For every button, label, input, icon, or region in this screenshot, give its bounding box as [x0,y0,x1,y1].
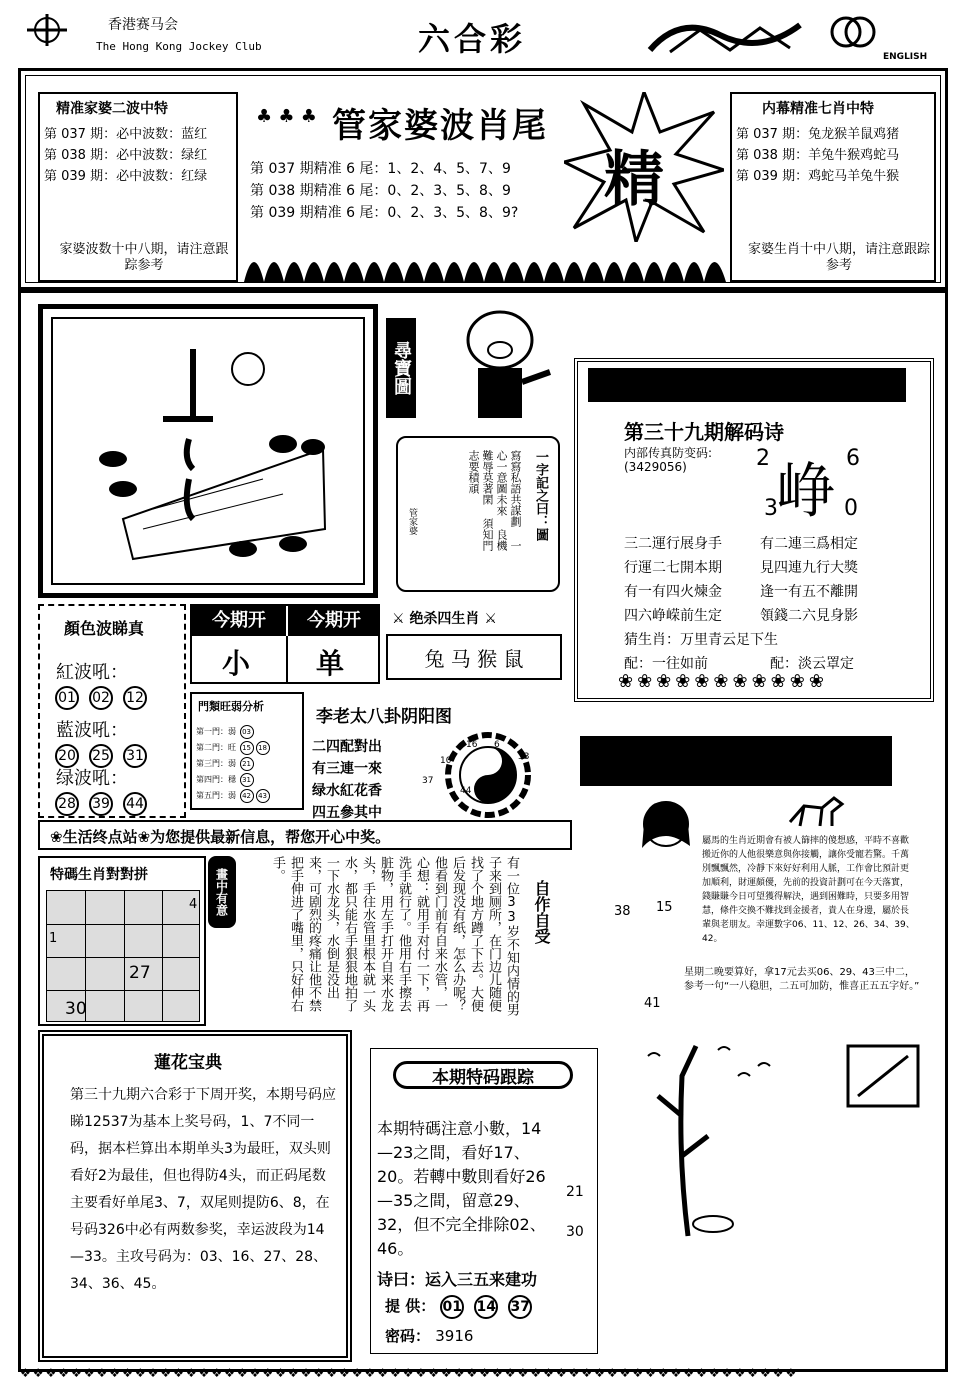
decode-num-tr: 6 [846,446,860,471]
track-provide: 提 供： 01 14 37 [385,1295,537,1319]
flame-border-icon [244,242,726,282]
number-ball: 12 [123,686,147,710]
door-rows [196,724,271,804]
portrait-icon [626,796,696,876]
inside-label: 内部传真防变码: [624,446,713,460]
track-poem: 诗曰：运入三五来建功 [377,1270,538,1289]
bagua-title: 李老太八卦阴阳图 [316,707,452,727]
stars-decoration: ♣ ♣ ♣ [256,106,317,127]
bagua-num: 33 [518,752,530,762]
humor-side: 自作自受 [532,880,551,944]
track-box [370,1048,598,1354]
tail-center [244,92,726,282]
door-analysis-title: 門類旺弱分析 [198,700,264,713]
decode-big-char: 峥 [776,457,836,527]
pairs-title: 特碼生肖對對拼 [50,867,148,883]
poem-line [624,556,858,580]
pairs-num: 30 [65,999,87,1019]
pig-mascot-icon [440,302,560,432]
number-ball: 31 [123,744,147,768]
red-wave-label: 紅波吼： [56,662,128,683]
scroll-title: 一字記之曰：圖 [533,450,548,541]
decode-num-tl: 2 [756,446,770,471]
poem-left: 三二運行展身手 [624,536,722,552]
poem-right: 領錢二六見身影 [760,608,858,624]
tm-text: 屬馬的生肖近期會有被人篩摔的傻想感，平時不喜歡搬近你的人他很樂意與你接觸，讓你受寵若驚。千萬別飄飄然，冷靜下來好好利用人脈，工作會比預計更加順利，財運頗優，先前的投資計劃可在今天落實，錢賺賺今日可望獲得解決，遇到困難時，只要多用智慧，條件交換不難找到金援者，貴人在身邊，屬於長輩與老朋友。幸運數字06、11、12、26、34、39、42。 [702,836,915,944]
decode-box [574,358,934,702]
inside-code: (3429056) [624,460,687,474]
wave-special-footer: 家婆波数十中八期，请注意跟踪参考 [59,242,229,273]
number-ball: 28 [55,792,79,816]
number-ball: 37 [508,1295,532,1319]
scroll-text: 寫寫私語共謀劃 一心一意圖未來 良機難辱莫著閑 須知門志要積頑 [467,450,522,551]
wave-special-rows [44,124,207,187]
tm-banner-text [600,744,880,778]
track-title: 本期特码跟踪 [393,1061,573,1089]
open-box [190,604,380,684]
scroll-frame [396,436,560,592]
scroll-signature: 管家婆 [407,508,417,535]
org-name-en: The Hong Kong Jockey Club [96,40,262,53]
humor-story: 有一位33岁不知内情的男子来到厕所，在门边儿随便找了个地方蹲了下去。大便后发现没有纸，怎么办呢？他看到门前有自来水管，一心想：就用手对付一下，再洗手就行了。他用右手擦去脏物，用左手打开自来水龙头，手往水管里根本就一头水，都只能右手狠狠地拍了一下水龙头，水倒是没出来，可剧烈的疼痛让他不禁把手伸进了嘴里，只好伸右手。 [270,856,519,1016]
life-station-text: ❀生活终点站❀为您提供最新信息，帮您开心中奖。 [50,828,391,846]
tm-side-num-1: 38 [614,904,631,919]
burst-char: 精 [604,145,664,215]
zodiac-special-rows [736,124,899,187]
wave-special-title: 精准家婆二波中特 [56,101,168,117]
number-ball: 14 [474,1295,498,1319]
zodiac-special-title: 内幕精准七肖中特 [762,101,874,117]
treasure-map-frame [38,304,378,598]
treasure-label: 尋寶圖 [386,318,416,418]
pairs-grid [46,890,200,1022]
decode-banner [588,368,906,402]
wave-color-title: 顏色波睇真 [64,619,145,638]
flower-icon: ❀ [137,828,151,846]
wave-row: 第 039 期：必中波数：红绿 [44,169,208,184]
sword-icon: ⚔ [484,611,497,627]
open-label-2: 今期开 [288,606,380,636]
track-side-num-2: 30 [566,1224,584,1240]
door-row: 第三門：弱 21 [196,756,271,772]
yin-yang-diagram [414,730,562,820]
poem-left: 有一有四火煉金 [624,584,722,600]
zodiac-row: 第 037 期：兔龙猴羊鼠鸡猪 [736,127,900,142]
horse-icon [786,792,846,832]
bagua-line: 四五參其中 [312,805,382,821]
wave-special-box [38,92,238,282]
poem-left: 行運二七開本期 [624,560,722,576]
pairs-num: 1 [49,931,58,946]
pair-label: 配： [624,656,652,672]
logo-icon [22,10,72,50]
jockey-club-logo [22,10,72,50]
tm-note: 星期二晚要算好，拿17元去买06、29、43三中二，参考一句“一八稳胆，二五可加防，惟喜正五五字好。” [684,967,920,992]
lottery-logo-icon [828,12,878,52]
poem-right: 見四連九行大獎 [760,560,858,576]
door-row: 第二門：旺 15 18 [196,740,271,756]
lotus-text: 第三十九期六合彩于下周开奖，本期号码应睇12537为基本上奖号码，1、7不同一码，据本栏算出本期单头3为最旺，双头则看好2为最佳，但也得防4头，而正码尾数主要看好单尾3、7，双尾则提防6、8，在号码326中必有两数参奖，幸运波段为14—33。主攻号码为：03、16、27、28、34、36、45。 [70,1087,336,1292]
open-value-1: 小 [222,647,251,680]
number-ball: 01 [55,686,79,710]
zodiac-special-box [730,92,936,282]
bagua-num: 6 [494,740,500,750]
page-title: 六合彩 [418,20,527,58]
pairs-box [38,856,206,1026]
pair-label: 配： [770,656,798,672]
open-value-2: 单 [316,647,345,680]
pair-value: 淡云罩定 [798,656,854,672]
lotus-box [38,1030,352,1362]
number-ball: 25 [89,744,113,768]
treasure-drawing [63,329,353,579]
wave-color-box [38,604,186,818]
poem-right: 逢一有五不離開 [760,584,858,600]
green-wave-label: 绿波吼： [56,768,128,789]
wave-row: 第 037 期：必中波数：蓝红 [44,127,208,142]
guess-line [624,628,858,652]
guess-label: 猜生肖： [624,632,680,648]
landscape-sketch [618,1036,928,1256]
horse-banner-icon [640,10,820,60]
track-text: 本期特碼注意小數，14—23之間，看好17、20。若轉中數則看好26—35之間，留意29、32，但不完全排除02、46。 [377,1119,546,1258]
bagua-line: 二四配對出 [312,739,382,755]
tail-headline: 管家婆波肖尾 [332,106,548,146]
bagua-num: 37 [422,776,434,786]
open-label-1: 今期开 [192,606,286,636]
bottom-border-decoration: ❖❖❖❖❖❖❖❖❖❖❖❖❖❖❖❖❖❖❖❖❖❖❖❖❖❖❖❖❖❖❖❖❖❖❖❖❖❖❖❖❖❖❖❖❖❖❖❖❖❖❖❖❖❖❖❖❖❖❖❖❖ [20,1366,799,1380]
bagua-num: 44 [460,786,472,796]
decode-title: 第三十九期解码诗 [624,420,784,444]
flower-icon: ❀ [50,828,63,846]
english-label[interactable]: ENGLISH [883,52,928,62]
number-ball: 01 [440,1295,464,1319]
track-side-num-1: 21 [566,1184,584,1200]
track-code: 密码： 3916 [385,1327,474,1345]
decode-num-bl: 3 [764,496,778,521]
yin-yang-icon [414,730,562,820]
zodiac-special-footer: 家婆生肖十中八期，请注意跟踪参考 [747,242,930,273]
tm-side-num-2: 15 [656,900,673,915]
pair-value: 一往如前 [652,656,708,672]
pairs-num: 4 [189,897,198,912]
number-ball: 44 [123,792,147,816]
poem-right: 有二連三爲相定 [760,536,858,552]
blue-wave-label: 藍波吼： [56,720,128,741]
lotus-title: 蓮花宝典 [154,1053,222,1073]
number-ball: 02 [89,686,113,710]
red-wave-nums [50,686,152,710]
zodiac-row: 第 039 期：鸡蛇马羊兔牛猴 [736,169,900,184]
guess-value: 万里青云足下生 [680,632,778,648]
poem-line [624,532,858,556]
tail-row: 第 039 期精准 6 尾：0、2、3、5、8、9? [250,205,519,221]
pairs-num: 27 [129,963,151,983]
sword-icon: ⚔ [392,611,405,627]
zodiac-row: 第 038 期：羊兔牛猴鸡蛇马 [736,148,900,163]
door-row: 第四門：穩 31 [196,772,271,788]
life-station-bar [38,820,572,850]
number-ball: 20 [55,744,79,768]
bagua-line: 绿水紅花香 [312,783,382,799]
bagua-line: 有三連一來 [312,761,382,777]
tail-rows [250,158,518,224]
flower-border-bottom: ❀❀❀❀❀❀❀❀❀❀❀ [618,671,828,692]
decode-num-br: 0 [844,496,858,521]
humor-label: 畫中有意 [208,856,236,928]
decode-poem [624,532,858,676]
tail-row: 第 038 期精准 6 尾：0、2、3、5、8、9 [250,183,511,199]
poem-line [624,604,858,628]
door-row: 第一門：弱 03 [196,724,271,740]
kill-zodiac-title: ⚔ 绝杀四生肖 ⚔ [392,611,497,627]
bagua-num: 16 [466,740,478,750]
door-row: 第五門：弱 42 43 [196,788,271,804]
tm-side-num-3: 41 [644,996,661,1011]
tail-row: 第 037 期精准 6 尾：1、2、4、5、7、9 [250,161,511,177]
bagua-num: 02 [502,782,514,792]
kill-zodiac-box [386,604,566,684]
green-wave-nums [50,792,152,816]
bagua-num: 10 [440,756,452,766]
poem-left: 四六峥嵘前生定 [624,608,722,624]
org-name-cn: 香港赛马会 [108,17,178,33]
kill-zodiac-value: 兔 马 猴 鼠 [386,634,562,680]
wave-row: 第 038 期：必中波数：绿红 [44,148,208,163]
poem-line [624,580,858,604]
door-analysis-box [190,692,304,810]
number-ball: 39 [89,792,113,816]
bagua-poem [312,736,382,824]
